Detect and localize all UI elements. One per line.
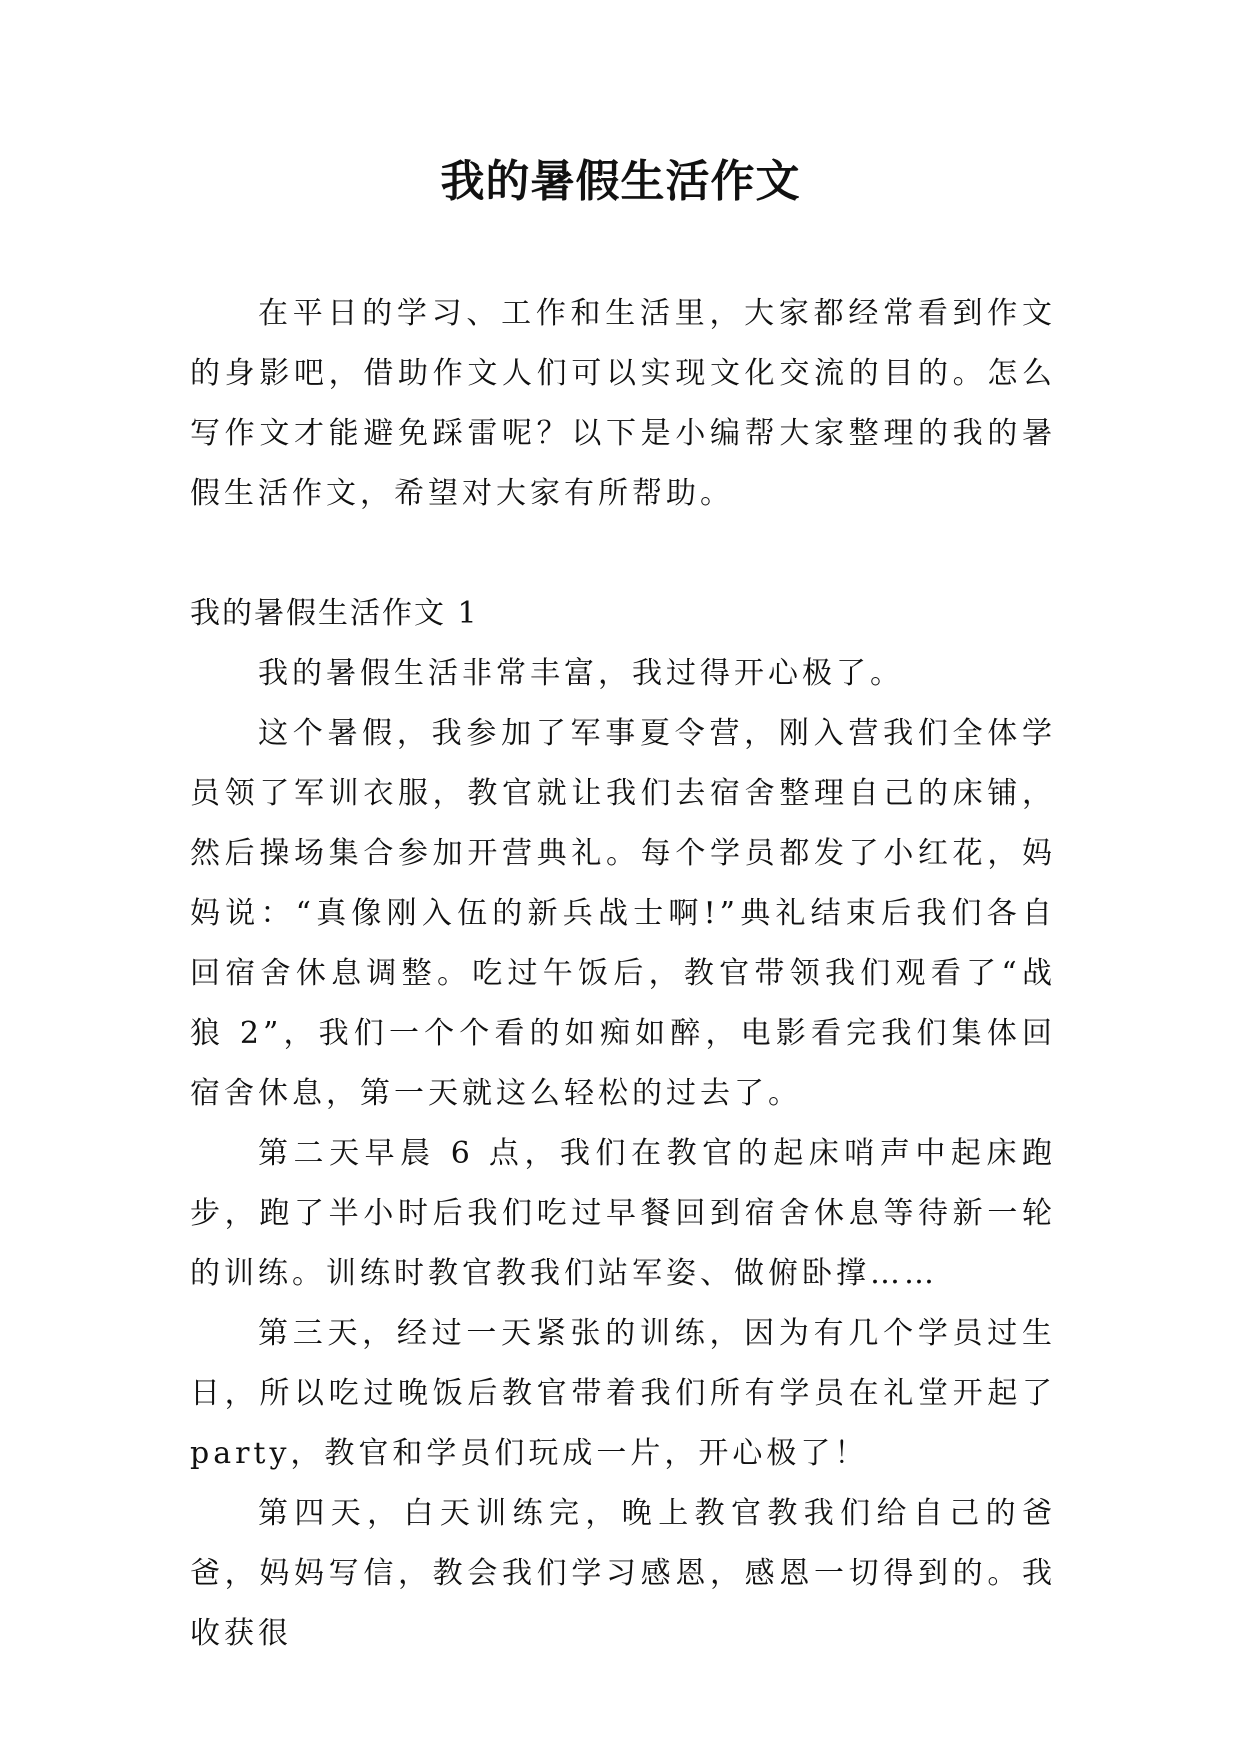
document-title: 我的暑假生活作文 [440, 156, 801, 207]
document-body [190, 284, 1056, 1664]
body-paragraph-1: 我的暑假生活非常丰富，我过得开心极了。 [258, 656, 904, 691]
body-paragraph-4: 第三天，经过一天紧张的训练，因为有几个学员过生日，所以吃过晚饭后教官带着我们所有学员在礼堂开起了 party，教官和学员们玩成一片，开心极了！ [190, 1316, 1056, 1471]
section-heading: 我的暑假生活作文 1 [190, 596, 479, 631]
intro-paragraph: 在平日的学习、工作和生活里，大家都经常看到作文的身影吧，借助作文人们可以实现文化交流的目的。怎么写作文才能避免踩雷呢？以下是小编帮大家整理的我的暑假生活作文，希望对大家有所帮助。 [190, 296, 1056, 511]
body-paragraph-3: 第二天早晨 6 点，我们在教官的起床哨声中起床跑步，跑了半小时后我们吃过早餐回到宿舍休息等待新一轮的训练。训练时教官教我们站军姿、做俯卧撑…… [190, 1136, 1056, 1291]
body-paragraph-5: 第四天，白天训练完，晚上教官教我们给自己的爸爸，妈妈写信，教会我们学习感恩，感恩一切得到的。我收获很 [190, 1496, 1056, 1651]
body-paragraph-2: 这个暑假，我参加了军事夏令营，刚入营我们全体学员领了军训衣服，教官就让我们去宿舍整理自己的床铺，然后操场集合参加开营典礼。每个学员都发了小红花，妈妈说：“真像刚入伍的新兵战士啊!”典礼结束后我们各自回宿舍休息调整。吃过午饭后，教官带领我们观看了“战狼 2”，我们一个个看的如痴如醉，电影看完我们集体回宿舍休息，第一天就这么轻松的过去了。 [190, 716, 1056, 1111]
